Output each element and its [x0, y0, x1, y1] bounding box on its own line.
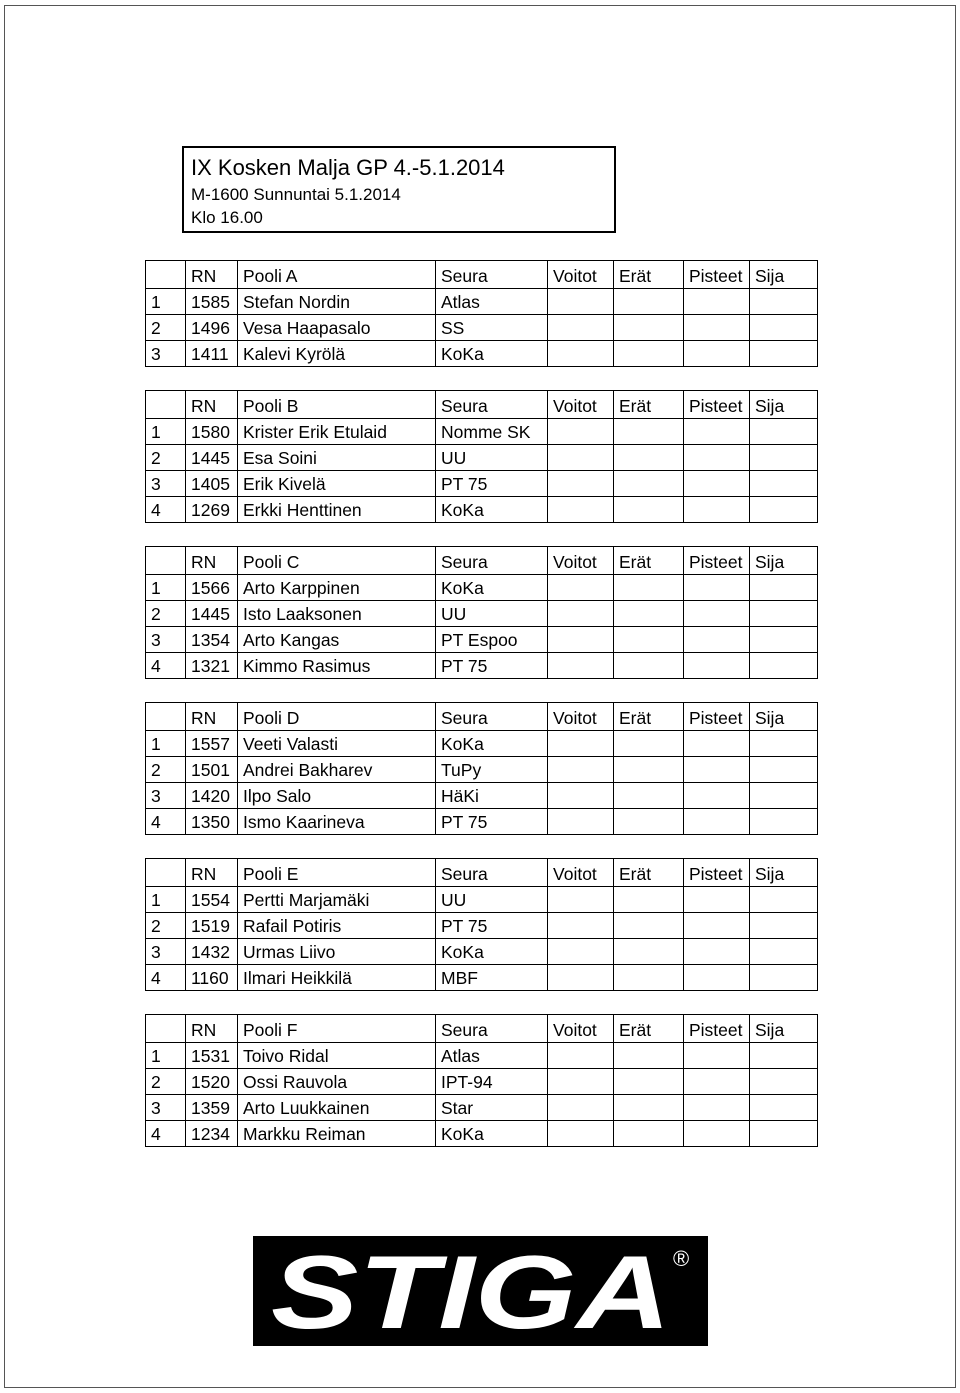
player-name-cell: Ismo Kaarineva	[238, 809, 436, 835]
player-no-cell: 4	[146, 965, 186, 991]
result-cell	[548, 289, 614, 315]
result-cell	[750, 653, 818, 679]
result-cell	[684, 497, 750, 523]
result-cell	[750, 471, 818, 497]
player-rn-cell: 1566	[186, 575, 238, 601]
header-cell: Voitot	[548, 859, 614, 887]
player-name-cell: Pertti Marjamäki	[238, 887, 436, 913]
stiga-logo	[253, 1236, 708, 1346]
result-cell	[750, 1069, 818, 1095]
result-cell	[684, 731, 750, 757]
result-cell	[684, 627, 750, 653]
player-no-cell: 4	[146, 809, 186, 835]
result-cell	[750, 965, 818, 991]
result-cell	[750, 1121, 818, 1147]
result-cell	[548, 419, 614, 445]
header-cell: Erät	[614, 261, 684, 289]
header-cell: Seura	[436, 261, 548, 289]
player-club-cell: MBF	[436, 965, 548, 991]
player-name-cell: Ilpo Salo	[238, 783, 436, 809]
result-cell	[548, 315, 614, 341]
player-no-cell: 3	[146, 939, 186, 965]
title-box	[182, 146, 616, 233]
result-cell	[684, 445, 750, 471]
result-cell	[548, 1095, 614, 1121]
player-row	[146, 575, 818, 601]
result-cell	[684, 289, 750, 315]
result-cell	[548, 653, 614, 679]
result-cell	[750, 731, 818, 757]
result-cell	[684, 913, 750, 939]
header-cell: RN	[186, 547, 238, 575]
result-cell	[548, 445, 614, 471]
header-cell: Voitot	[548, 1015, 614, 1043]
result-cell	[548, 471, 614, 497]
result-cell	[548, 601, 614, 627]
result-cell	[548, 1069, 614, 1095]
player-no-cell: 3	[146, 1095, 186, 1121]
result-cell	[684, 315, 750, 341]
result-cell	[750, 1043, 818, 1069]
pool-table	[145, 546, 818, 679]
result-cell	[684, 939, 750, 965]
pool-header-row	[146, 261, 818, 289]
player-name-cell: Ilmari Heikkilä	[238, 965, 436, 991]
player-club-cell: PT 75	[436, 913, 548, 939]
player-rn-cell: 1432	[186, 939, 238, 965]
result-cell	[684, 887, 750, 913]
player-rn-cell: 1234	[186, 1121, 238, 1147]
result-cell	[614, 601, 684, 627]
player-rn-cell: 1501	[186, 757, 238, 783]
player-name-cell: Erik Kivelä	[238, 471, 436, 497]
player-rn-cell: 1420	[186, 783, 238, 809]
player-no-cell: 3	[146, 471, 186, 497]
result-cell	[548, 965, 614, 991]
result-cell	[548, 783, 614, 809]
header-cell: Seura	[436, 547, 548, 575]
result-cell	[750, 783, 818, 809]
result-cell	[750, 887, 818, 913]
player-no-cell: 2	[146, 913, 186, 939]
header-cell: RN	[186, 391, 238, 419]
result-cell	[548, 1121, 614, 1147]
player-row	[146, 809, 818, 835]
result-cell	[750, 289, 818, 315]
player-name-cell: Urmas Liivo	[238, 939, 436, 965]
result-cell	[750, 601, 818, 627]
player-name-cell: Andrei Bakharev	[238, 757, 436, 783]
result-cell	[548, 1043, 614, 1069]
result-cell	[750, 419, 818, 445]
player-name-cell: Kimmo Rasimus	[238, 653, 436, 679]
result-cell	[614, 939, 684, 965]
result-cell	[684, 653, 750, 679]
player-row	[146, 965, 818, 991]
result-cell	[548, 341, 614, 367]
header-cell: Erät	[614, 859, 684, 887]
result-cell	[614, 783, 684, 809]
result-cell	[750, 341, 818, 367]
player-row	[146, 627, 818, 653]
player-club-cell: PT 75	[436, 809, 548, 835]
player-no-cell: 3	[146, 783, 186, 809]
player-name-cell: Vesa Haapasalo	[238, 315, 436, 341]
player-no-cell: 4	[146, 497, 186, 523]
player-rn-cell: 1531	[186, 1043, 238, 1069]
result-cell	[614, 1043, 684, 1069]
player-row	[146, 1069, 818, 1095]
event-time: Klo 16.00	[191, 208, 263, 227]
logo-wordmark: STIGA	[271, 1236, 671, 1346]
header-cell: Erät	[614, 547, 684, 575]
result-cell	[614, 289, 684, 315]
header-cell: Voitot	[548, 261, 614, 289]
player-club-cell: TuPy	[436, 757, 548, 783]
player-club-cell: PT Espoo	[436, 627, 548, 653]
player-row	[146, 445, 818, 471]
header-cell-blank	[146, 859, 186, 887]
result-cell	[684, 601, 750, 627]
result-cell	[750, 445, 818, 471]
player-no-cell: 2	[146, 445, 186, 471]
header-cell: RN	[186, 1015, 238, 1043]
header-cell: Pooli D	[238, 703, 436, 731]
header-cell: Seura	[436, 859, 548, 887]
header-cell: Erät	[614, 703, 684, 731]
player-rn-cell: 1585	[186, 289, 238, 315]
header-cell-blank	[146, 547, 186, 575]
result-cell	[750, 575, 818, 601]
player-no-cell: 4	[146, 653, 186, 679]
player-rn-cell: 1359	[186, 1095, 238, 1121]
player-row	[146, 731, 818, 757]
pool-header-row	[146, 703, 818, 731]
player-row	[146, 939, 818, 965]
player-name-cell: Markku Reiman	[238, 1121, 436, 1147]
player-club-cell: HäKi	[436, 783, 548, 809]
player-row	[146, 289, 818, 315]
player-name-cell: Esa Soini	[238, 445, 436, 471]
header-cell: Pisteet	[684, 391, 750, 419]
result-cell	[548, 575, 614, 601]
result-cell	[750, 315, 818, 341]
player-name-cell: Rafail Potiris	[238, 913, 436, 939]
player-no-cell: 2	[146, 1069, 186, 1095]
result-cell	[614, 1095, 684, 1121]
result-cell	[548, 887, 614, 913]
header-cell-blank	[146, 261, 186, 289]
result-cell	[614, 653, 684, 679]
player-rn-cell: 1554	[186, 887, 238, 913]
pool-table	[145, 858, 818, 991]
header-cell: RN	[186, 261, 238, 289]
result-cell	[614, 1069, 684, 1095]
header-cell: Voitot	[548, 703, 614, 731]
player-club-cell: IPT-94	[436, 1069, 548, 1095]
header-cell: Pisteet	[684, 261, 750, 289]
header-cell: Seura	[436, 391, 548, 419]
result-cell	[548, 497, 614, 523]
header-cell: Pooli E	[238, 859, 436, 887]
result-cell	[684, 1043, 750, 1069]
event-subtitle: M-1600 Sunnuntai 5.1.2014	[191, 185, 401, 204]
player-club-cell: Atlas	[436, 1043, 548, 1069]
player-rn-cell: 1160	[186, 965, 238, 991]
player-name-cell: Stefan Nordin	[238, 289, 436, 315]
pool-header-row	[146, 859, 818, 887]
header-cell: Sija	[750, 391, 818, 419]
player-rn-cell: 1411	[186, 341, 238, 367]
result-cell	[684, 965, 750, 991]
player-name-cell: Krister Erik Etulaid	[238, 419, 436, 445]
header-cell: Sija	[750, 703, 818, 731]
result-cell	[614, 445, 684, 471]
header-cell: Pooli F	[238, 1015, 436, 1043]
stiga-logo-graphic	[253, 1236, 708, 1346]
result-cell	[684, 809, 750, 835]
result-cell	[684, 575, 750, 601]
result-cell	[750, 627, 818, 653]
player-club-cell: KoKa	[436, 497, 548, 523]
header-cell-blank	[146, 703, 186, 731]
result-cell	[614, 887, 684, 913]
player-name-cell: Arto Karppinen	[238, 575, 436, 601]
header-cell: Seura	[436, 1015, 548, 1043]
result-cell	[548, 627, 614, 653]
player-name-cell: Arto Luukkainen	[238, 1095, 436, 1121]
player-no-cell: 1	[146, 419, 186, 445]
header-cell: Pooli B	[238, 391, 436, 419]
result-cell	[750, 1095, 818, 1121]
player-row	[146, 471, 818, 497]
header-cell-blank	[146, 1015, 186, 1043]
player-name-cell: Arto Kangas	[238, 627, 436, 653]
result-cell	[684, 783, 750, 809]
result-cell	[614, 341, 684, 367]
player-no-cell: 2	[146, 315, 186, 341]
result-cell	[614, 419, 684, 445]
header-cell-blank	[146, 391, 186, 419]
player-no-cell: 3	[146, 627, 186, 653]
player-club-cell: KoKa	[436, 939, 548, 965]
result-cell	[614, 471, 684, 497]
player-club-cell: Atlas	[436, 289, 548, 315]
player-club-cell: Nomme SK	[436, 419, 548, 445]
player-no-cell: 1	[146, 1043, 186, 1069]
player-row	[146, 887, 818, 913]
player-rn-cell: 1445	[186, 601, 238, 627]
header-cell: Pooli C	[238, 547, 436, 575]
player-rn-cell: 1580	[186, 419, 238, 445]
player-rn-cell: 1354	[186, 627, 238, 653]
result-cell	[750, 913, 818, 939]
result-cell	[750, 757, 818, 783]
player-no-cell: 1	[146, 575, 186, 601]
result-cell	[548, 913, 614, 939]
pool-table	[145, 1014, 818, 1147]
header-cell: Sija	[750, 859, 818, 887]
result-cell	[750, 939, 818, 965]
header-cell: Pisteet	[684, 703, 750, 731]
header-cell: RN	[186, 703, 238, 731]
header-cell: Voitot	[548, 547, 614, 575]
player-club-cell: Star	[436, 1095, 548, 1121]
header-cell: Seura	[436, 703, 548, 731]
result-cell	[684, 1069, 750, 1095]
result-cell	[614, 757, 684, 783]
result-cell	[614, 731, 684, 757]
registered-mark: ®	[673, 1246, 690, 1271]
pool-table	[145, 390, 818, 523]
result-cell	[548, 809, 614, 835]
result-cell	[684, 1121, 750, 1147]
player-row	[146, 601, 818, 627]
player-rn-cell: 1445	[186, 445, 238, 471]
player-row	[146, 653, 818, 679]
player-row	[146, 757, 818, 783]
player-row	[146, 315, 818, 341]
player-club-cell: UU	[436, 445, 548, 471]
player-row	[146, 419, 818, 445]
result-cell	[614, 575, 684, 601]
player-rn-cell: 1269	[186, 497, 238, 523]
result-cell	[548, 757, 614, 783]
result-cell	[614, 965, 684, 991]
player-rn-cell: 1520	[186, 1069, 238, 1095]
header-cell: RN	[186, 859, 238, 887]
player-name-cell: Ossi Rauvola	[238, 1069, 436, 1095]
player-club-cell: KoKa	[436, 575, 548, 601]
player-name-cell: Kalevi Kyrölä	[238, 341, 436, 367]
pool-header-row	[146, 1015, 818, 1043]
result-cell	[684, 757, 750, 783]
result-cell	[684, 419, 750, 445]
player-name-cell: Isto Laaksonen	[238, 601, 436, 627]
pool-header-row	[146, 391, 818, 419]
pool-table	[145, 260, 818, 367]
player-no-cell: 2	[146, 757, 186, 783]
player-no-cell: 1	[146, 289, 186, 315]
header-cell: Erät	[614, 391, 684, 419]
player-no-cell: 3	[146, 341, 186, 367]
header-cell: Pisteet	[684, 1015, 750, 1043]
player-row	[146, 1095, 818, 1121]
header-cell: Sija	[750, 547, 818, 575]
result-cell	[548, 939, 614, 965]
player-row	[146, 1121, 818, 1147]
player-rn-cell: 1519	[186, 913, 238, 939]
player-rn-cell: 1405	[186, 471, 238, 497]
player-name-cell: Toivo Ridal	[238, 1043, 436, 1069]
header-cell: Pooli A	[238, 261, 436, 289]
player-club-cell: KoKa	[436, 341, 548, 367]
result-cell	[614, 1121, 684, 1147]
player-rn-cell: 1496	[186, 315, 238, 341]
result-cell	[614, 809, 684, 835]
header-cell: Voitot	[548, 391, 614, 419]
result-cell	[614, 913, 684, 939]
header-cell: Pisteet	[684, 547, 750, 575]
player-club-cell: SS	[436, 315, 548, 341]
result-cell	[614, 315, 684, 341]
player-no-cell: 1	[146, 887, 186, 913]
result-cell	[750, 809, 818, 835]
player-name-cell: Erkki Henttinen	[238, 497, 436, 523]
player-club-cell: PT 75	[436, 653, 548, 679]
player-row	[146, 1043, 818, 1069]
result-cell	[750, 497, 818, 523]
player-rn-cell: 1350	[186, 809, 238, 835]
player-rn-cell: 1557	[186, 731, 238, 757]
player-club-cell: KoKa	[436, 1121, 548, 1147]
result-cell	[548, 731, 614, 757]
player-club-cell: UU	[436, 601, 548, 627]
player-club-cell: KoKa	[436, 731, 548, 757]
player-row	[146, 341, 818, 367]
result-cell	[614, 497, 684, 523]
result-cell	[684, 1095, 750, 1121]
player-row	[146, 497, 818, 523]
player-row	[146, 913, 818, 939]
result-cell	[684, 341, 750, 367]
result-cell	[684, 471, 750, 497]
result-cell	[614, 627, 684, 653]
pool-table	[145, 702, 818, 835]
player-rn-cell: 1321	[186, 653, 238, 679]
header-cell: Pisteet	[684, 859, 750, 887]
tournament-title: IX Kosken Malja GP 4.-5.1.2014	[191, 155, 505, 180]
player-name-cell: Veeti Valasti	[238, 731, 436, 757]
player-row	[146, 783, 818, 809]
header-cell: Sija	[750, 261, 818, 289]
player-club-cell: PT 75	[436, 471, 548, 497]
header-cell: Sija	[750, 1015, 818, 1043]
player-no-cell: 4	[146, 1121, 186, 1147]
player-no-cell: 1	[146, 731, 186, 757]
pool-header-row	[146, 547, 818, 575]
header-cell: Erät	[614, 1015, 684, 1043]
player-club-cell: UU	[436, 887, 548, 913]
player-no-cell: 2	[146, 601, 186, 627]
